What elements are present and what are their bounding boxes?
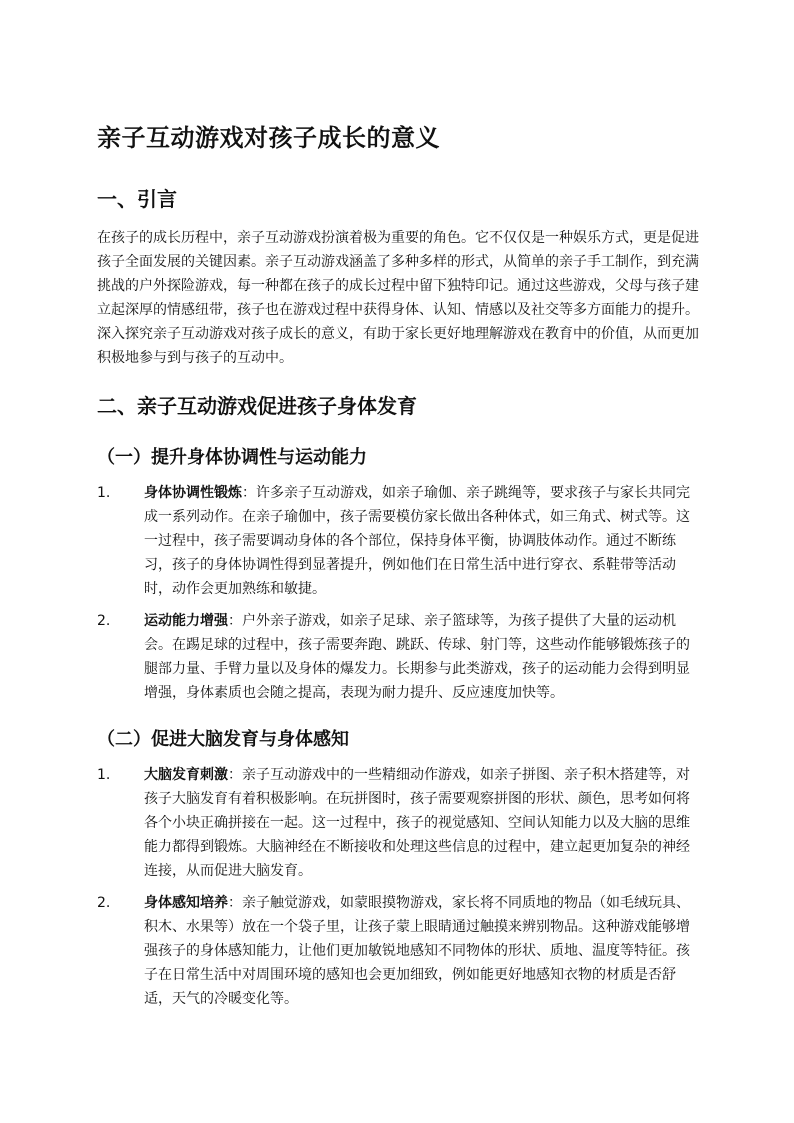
subsection-heading-coordination: （一）提升身体协调性与运动能力: [97, 447, 367, 468]
list-item: [97, 891, 701, 1011]
coordination-list: [97, 481, 701, 705]
list-number: 1.: [97, 767, 111, 783]
list-item-separator: ：: [242, 485, 256, 501]
list-item-text: 户外亲子游戏，如亲子足球、亲子篮球等，为孩子提供了大量的运动机会。在踢足球的过程中，孩子需要奔跑、跳跃、传球、射门等，这些动作能够锻炼孩子的腿部力量、手臂力量以及身体的爆发力。长期参与此类游戏，孩子的运动能力会得到明显增强，身体素质也会随之提高，表现为耐力提升、反应速度加快等。: [144, 613, 690, 701]
list-number: 1.: [97, 485, 111, 501]
list-item-text: 亲子互动游戏中的一些精细动作游戏，如亲子拼图、亲子积木搭建等，对孩子大脑发育有着积极影响。在玩拼图时，孩子需要观察拼图的形状、颜色，思考如何将各个小块正确拼接在一起。这一过程中，孩子的视觉感知、空间认知能力以及大脑的思维能力都得到锻炼。大脑神经在不断接收和处理这些信息的过程中，建立起更加复杂的神经连接，从而促进大脑发育。: [144, 767, 690, 879]
list-number: 2.: [97, 895, 111, 911]
list-item-separator: ：: [228, 895, 242, 911]
list-item: [97, 763, 701, 883]
list-item-term: 运动能力增强: [144, 613, 228, 629]
subsection-heading-brain: （二）促进大脑发育与身体感知: [97, 729, 349, 750]
list-item-term: 大脑发育刺激: [144, 767, 228, 783]
section-heading-intro: 一、引言: [97, 187, 177, 211]
list-item-term: 身体协调性锻炼: [144, 485, 242, 501]
list-item: [97, 609, 701, 705]
list-item-separator: ：: [228, 613, 242, 629]
list-number: 2.: [97, 613, 111, 629]
section-heading-physical: 二、亲子互动游戏促进孩子身体发育: [97, 394, 417, 418]
list-item-separator: ：: [228, 767, 242, 783]
list-item-text: 许多亲子互动游戏，如亲子瑜伽、亲子跳绳等，要求孩子与家长共同完成一系列动作。在亲子瑜伽中，孩子需要模仿家长做出各种体式，如三角式、树式等。这一过程中，孩子需要调动身体的各个部位，保持身体平衡，协调肢体动作。通过不断练习，孩子的身体协调性得到显著提升，例如他们在日常生活中进行穿衣、系鞋带等活动时，动作会更加熟练和敏捷。: [144, 485, 690, 597]
list-item: [97, 481, 701, 601]
list-item-term: 身体感知培养: [144, 895, 228, 911]
intro-paragraph: 在孩子的成长历程中，亲子互动游戏扮演着极为重要的角色。它不仅仅是一种娱乐方式，更是促进孩子全面发展的关键因素。亲子互动游戏涵盖了多种多样的形式，从简单的亲子手工制作，到充满挑战的户外探险游戏，每一种都在孩子的成长过程中留下独特印记。通过这些游戏，父母与孩子建立起深厚的情感纽带，孩子也在游戏过程中获得身体、认知、情感以及社交等多方面能力的提升。深入探究亲子互动游戏对孩子成长的意义，有助于家长更好地理解游戏在教育中的价值，从而更加积极地参与到与孩子的互动中。: [97, 230, 699, 366]
document-title: 亲子互动游戏对孩子成长的意义: [97, 124, 440, 152]
brain-list: [97, 763, 701, 1011]
list-item-text: 亲子触觉游戏，如蒙眼摸物游戏，家长将不同质地的物品（如毛绒玩具、积木、水果等）放在一个袋子里，让孩子蒙上眼睛通过触摸来辨别物品。这种游戏能够增强孩子的身体感知能力，让他们更加敏锐地感知不同物体的形状、质地、温度等特征。孩子在日常生活中对周围环境的感知也会更加细致，例如能更好地感知衣物的材质是否舒适，天气的冷暖变化等。: [144, 895, 690, 1007]
document-page: [97, 120, 701, 1011]
